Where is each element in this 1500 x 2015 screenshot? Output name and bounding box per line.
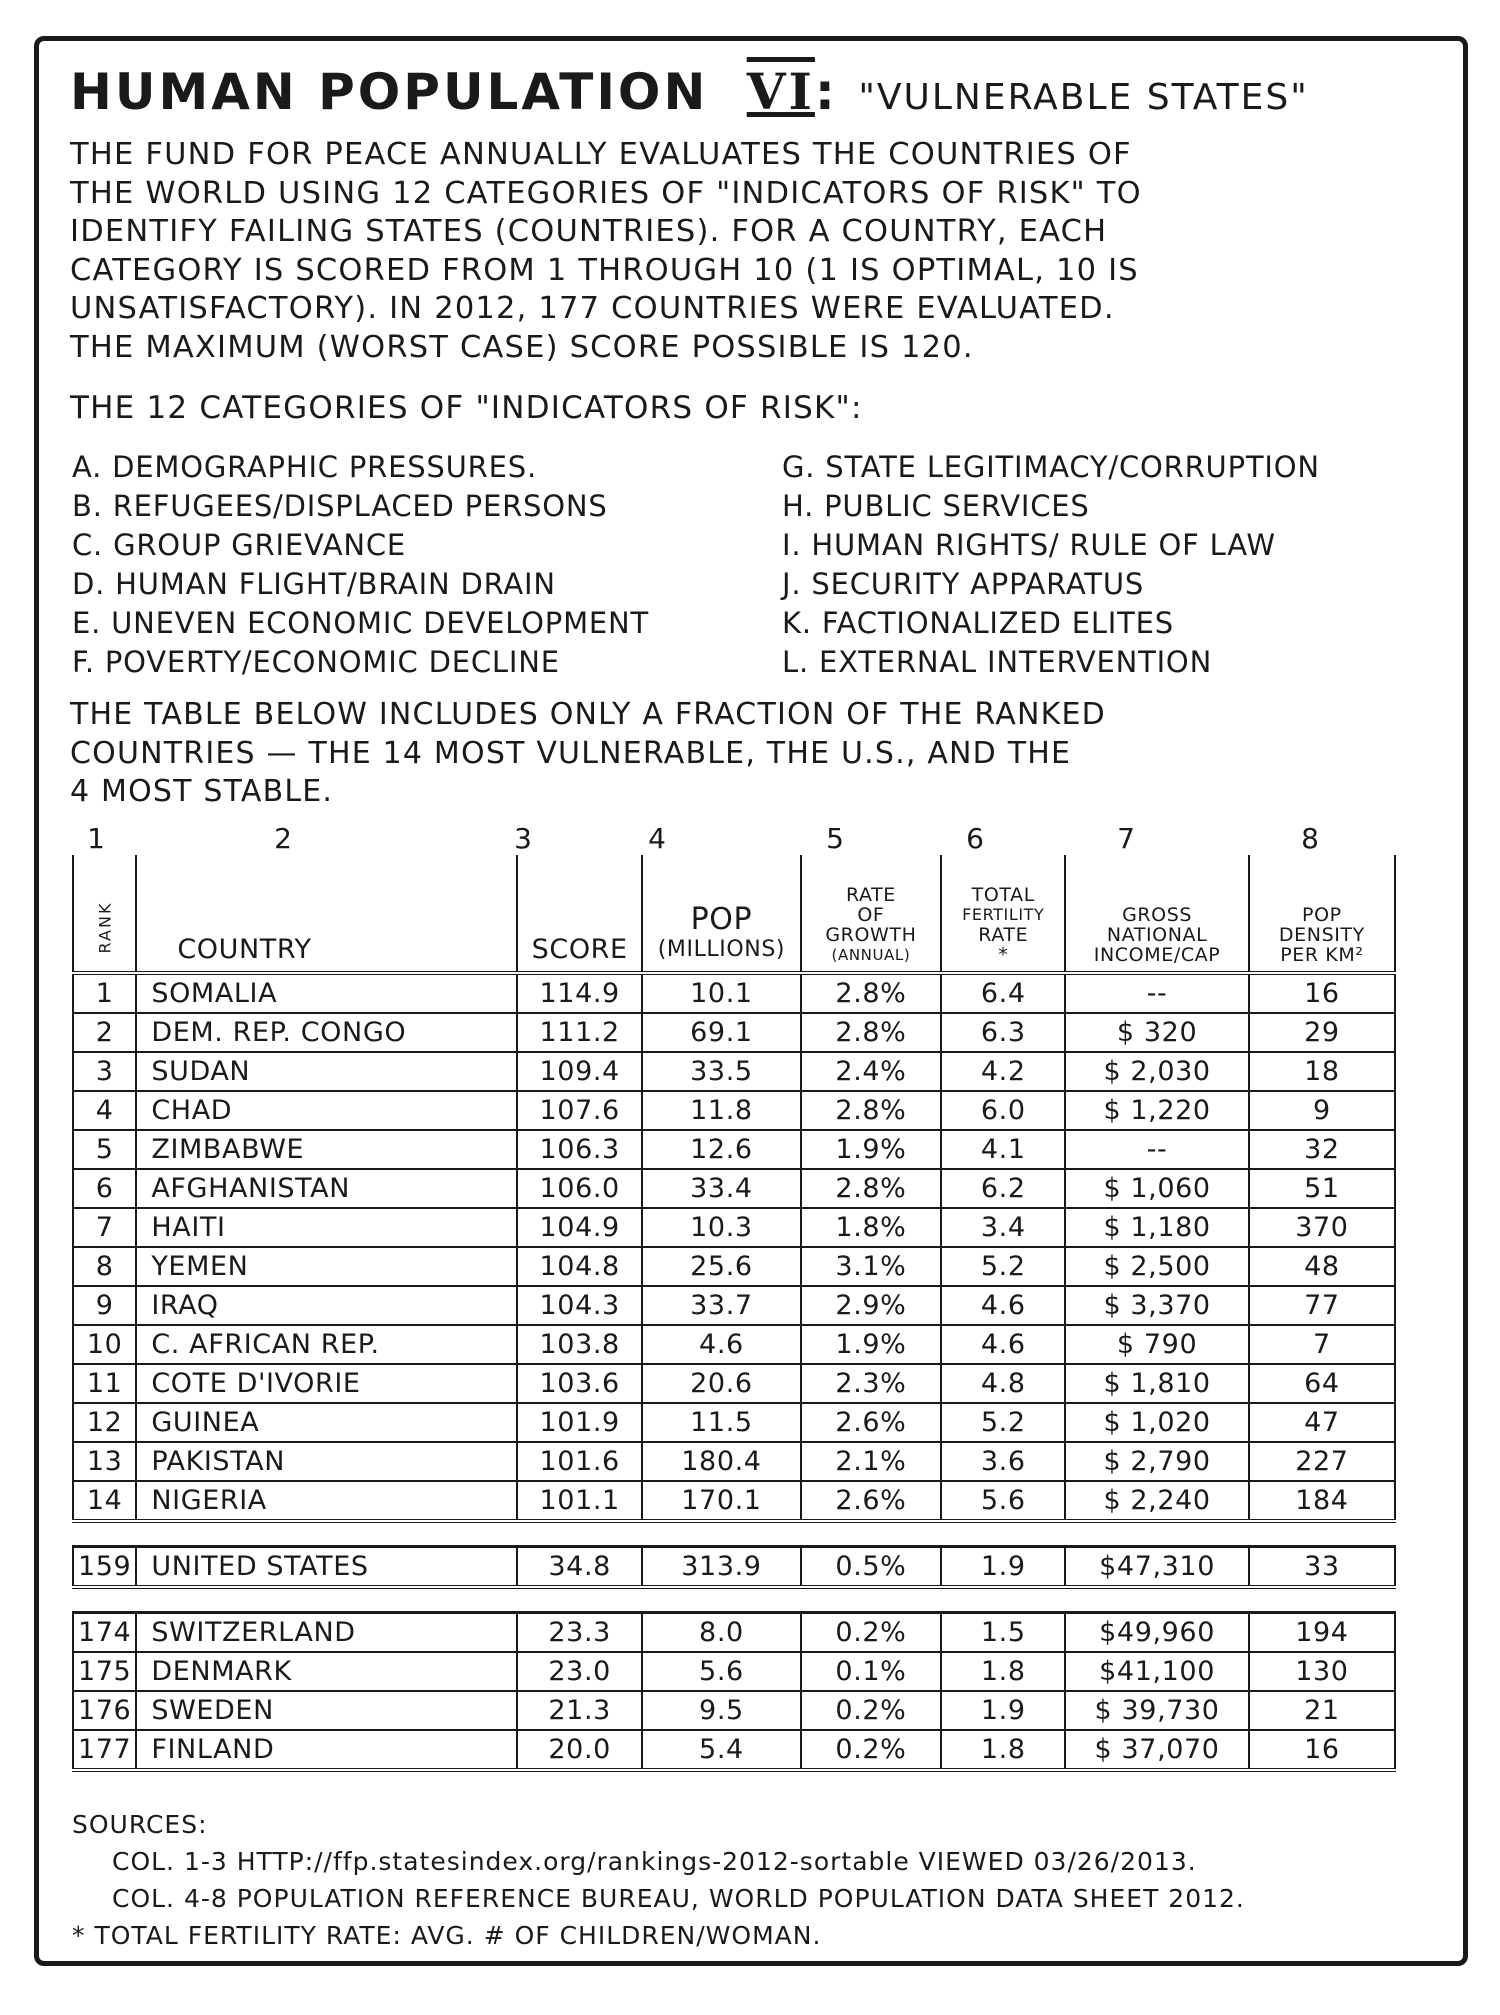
cell-pop: 33.4 (642, 1169, 801, 1208)
cell-rank: 175 (73, 1652, 136, 1691)
category-item: F. POVERTY/ECONOMIC DECLINE (72, 645, 560, 679)
cell-pop: 8.0 (642, 1613, 801, 1653)
cell-rank: 12 (73, 1403, 136, 1442)
table-row (73, 1130, 1395, 1169)
cell-density: 16 (1249, 1730, 1395, 1770)
table-row (73, 1325, 1395, 1364)
cell-density: 47 (1249, 1403, 1395, 1442)
cell-rank: 159 (73, 1547, 136, 1588)
category-item: A. DEMOGRAPHIC PRESSURES. (72, 450, 537, 484)
cell-country: NIGERIA (136, 1481, 517, 1521)
cell-score: 111.2 (517, 1013, 642, 1052)
cell-score: 104.8 (517, 1247, 642, 1286)
column-number: 1 (87, 822, 105, 855)
table-row (73, 1052, 1395, 1091)
cell-density: 370 (1249, 1208, 1395, 1247)
table-header-row (73, 855, 1395, 973)
cell-pop: 11.5 (642, 1403, 801, 1442)
table-row (73, 1286, 1395, 1325)
cell-pop: 313.9 (642, 1547, 801, 1588)
cell-income: $ 1,810 (1065, 1364, 1248, 1403)
category-item: B. REFUGEES/DISPLACED PERSONS (72, 489, 608, 523)
cell-rank: 5 (73, 1130, 136, 1169)
cell-country: UNITED STATES (136, 1547, 517, 1588)
table-row (73, 1442, 1395, 1481)
column-number: 2 (274, 822, 292, 855)
cell-score: 20.0 (517, 1730, 642, 1770)
cell-pop: 33.5 (642, 1052, 801, 1091)
cell-density: 130 (1249, 1652, 1395, 1691)
cell-country: SOMALIA (136, 973, 517, 1013)
cell-rank: 1 (73, 973, 136, 1013)
cell-rank: 2 (73, 1013, 136, 1052)
cell-income: $ 39,730 (1065, 1691, 1248, 1730)
cell-density: 16 (1249, 973, 1395, 1013)
table-gap (73, 1521, 1395, 1547)
cell-rank: 174 (73, 1613, 136, 1653)
header-density: POP DENSITY PER KM² (1249, 855, 1395, 973)
cell-fertility: 5.6 (941, 1481, 1065, 1521)
category-item: J. SECURITY APPARATUS (782, 567, 1145, 601)
cell-fertility: 4.6 (941, 1286, 1065, 1325)
category-item: D. HUMAN FLIGHT/BRAIN DRAIN (72, 567, 556, 601)
cell-pop: 33.7 (642, 1286, 801, 1325)
cell-density: 227 (1249, 1442, 1395, 1481)
header-pop-top: POP (690, 902, 753, 937)
cell-score: 101.6 (517, 1442, 642, 1481)
cell-income: -- (1065, 1130, 1248, 1169)
cell-country: DEM. REP. CONGO (136, 1013, 517, 1052)
header-growth: RATE OF GROWTH (ANNUAL) (801, 855, 942, 973)
cell-pop: 69.1 (642, 1013, 801, 1052)
cell-income: $ 1,180 (1065, 1208, 1248, 1247)
cell-growth: 2.6% (801, 1481, 942, 1521)
cell-rank: 13 (73, 1442, 136, 1481)
cell-score: 104.9 (517, 1208, 642, 1247)
cell-score: 101.9 (517, 1403, 642, 1442)
table-row (73, 1403, 1395, 1442)
cell-growth: 2.6% (801, 1403, 942, 1442)
cell-density: 21 (1249, 1691, 1395, 1730)
cell-score: 23.0 (517, 1652, 642, 1691)
intro-line: UNSATISFACTORY). IN 2012, 177 COUNTRIES WERE EVALUATED. (70, 291, 1115, 326)
category-item: I. HUMAN RIGHTS/ RULE OF LAW (782, 528, 1276, 562)
header-fertility: TOTAL FERTILITY RATE * (941, 855, 1065, 973)
column-number: 5 (826, 822, 844, 855)
intro-line: CATEGORY IS SCORED FROM 1 THROUGH 10 (1 IS OPTIMAL, 10 IS (70, 252, 1139, 288)
cell-rank: 176 (73, 1691, 136, 1730)
cell-growth: 1.8% (801, 1208, 942, 1247)
cell-density: 64 (1249, 1364, 1395, 1403)
cell-score: 103.8 (517, 1325, 642, 1364)
cell-country: AFGHANISTAN (136, 1169, 517, 1208)
cell-growth: 2.8% (801, 1091, 942, 1130)
cell-fertility: 1.5 (941, 1613, 1065, 1653)
cell-income: $ 1,060 (1065, 1169, 1248, 1208)
cell-income: $ 2,240 (1065, 1481, 1248, 1521)
table-note (70, 696, 1440, 812)
table-row (73, 1247, 1395, 1286)
cell-density: 33 (1249, 1547, 1395, 1588)
title-subtitle: "VULNERABLE STATES" (858, 77, 1309, 118)
cell-growth: 2.1% (801, 1442, 942, 1481)
column-number: 8 (1301, 822, 1319, 855)
cell-rank: 177 (73, 1730, 136, 1770)
cell-growth: 2.8% (801, 1013, 942, 1052)
cell-pop: 180.4 (642, 1442, 801, 1481)
cell-income: $ 37,070 (1065, 1730, 1248, 1770)
cell-fertility: 1.8 (941, 1730, 1065, 1770)
cell-fertility: 5.2 (941, 1403, 1065, 1442)
category-item: L. EXTERNAL INTERVENTION (782, 645, 1213, 679)
table-gap (73, 1587, 1395, 1613)
note-line: COUNTRIES — THE 14 MOST VULNERABLE, THE U.S., AND THE (70, 735, 1072, 771)
note-line: THE TABLE BELOW INCLUDES ONLY A FRACTION OF THE RANKED (70, 697, 1106, 732)
cell-rank: 14 (73, 1481, 136, 1521)
header-score: SCORE (517, 855, 642, 973)
cell-income: $49,960 (1065, 1613, 1248, 1653)
cell-density: 18 (1249, 1052, 1395, 1091)
cell-income: $47,310 (1065, 1547, 1248, 1588)
cell-country: SUDAN (136, 1052, 517, 1091)
cell-pop: 11.8 (642, 1091, 801, 1130)
cell-score: 106.3 (517, 1130, 642, 1169)
cell-income: $ 2,790 (1065, 1442, 1248, 1481)
cell-rank: 4 (73, 1091, 136, 1130)
cell-income: $ 2,500 (1065, 1247, 1248, 1286)
cell-rank: 7 (73, 1208, 136, 1247)
cell-growth: 0.2% (801, 1691, 942, 1730)
cell-country: DENMARK (136, 1652, 517, 1691)
categories-left-list (72, 448, 649, 682)
column-number: 3 (514, 822, 532, 855)
cell-pop: 12.6 (642, 1130, 801, 1169)
table-row (73, 973, 1395, 1013)
cell-rank: 6 (73, 1169, 136, 1208)
cell-fertility: 5.2 (941, 1247, 1065, 1286)
intro-line: IDENTIFY FAILING STATES (COUNTRIES). FOR A COUNTRY, EACH (70, 214, 1108, 249)
sources-heading: SOURCES: (72, 1810, 208, 1839)
cell-score: 34.8 (517, 1547, 642, 1588)
cell-growth: 2.8% (801, 973, 942, 1013)
cell-country: CHAD (136, 1091, 517, 1130)
cell-country: C. AFRICAN REP. (136, 1325, 517, 1364)
table-row (73, 1013, 1395, 1052)
source-line: COL. 1-3 HTTP://ffp.statesindex.org/rankings-2012-sortable VIEWED 03/26/2013. (112, 1847, 1197, 1876)
category-item: G. STATE LEGITIMACY/CORRUPTION (782, 450, 1320, 484)
cell-fertility: 3.6 (941, 1442, 1065, 1481)
cell-country: ZIMBABWE (136, 1130, 517, 1169)
cell-country: SWITZERLAND (136, 1613, 517, 1653)
cell-income: $ 2,030 (1065, 1052, 1248, 1091)
cell-fertility: 4.1 (941, 1130, 1065, 1169)
page-title (70, 62, 1309, 121)
cell-score: 109.4 (517, 1052, 642, 1091)
cell-fertility: 1.8 (941, 1652, 1065, 1691)
vulnerable-states-table (72, 855, 1396, 1772)
cell-fertility: 4.2 (941, 1052, 1065, 1091)
cell-income: $ 320 (1065, 1013, 1248, 1052)
cell-growth: 0.2% (801, 1730, 942, 1770)
cell-score: 103.6 (517, 1364, 642, 1403)
intro-line: THE WORLD USING 12 CATEGORIES OF "INDICATORS OF RISK" TO (70, 175, 1142, 211)
cell-country: HAITI (136, 1208, 517, 1247)
source-line: COL. 4-8 POPULATION REFERENCE BUREAU, WORLD POPULATION DATA SHEET 2012. (112, 1884, 1245, 1913)
cell-fertility: 6.3 (941, 1013, 1065, 1052)
cell-rank: 11 (73, 1364, 136, 1403)
cell-growth: 3.1% (801, 1247, 942, 1286)
footnote: * TOTAL FERTILITY RATE: AVG. # OF CHILDREN/WOMAN. (72, 1921, 822, 1950)
cell-fertility: 6.2 (941, 1169, 1065, 1208)
header-rank: RANK (73, 855, 136, 973)
cell-income: $ 790 (1065, 1325, 1248, 1364)
cell-fertility: 1.9 (941, 1691, 1065, 1730)
cell-pop: 25.6 (642, 1247, 801, 1286)
cell-density: 77 (1249, 1286, 1395, 1325)
table-row-us (73, 1547, 1395, 1588)
categories-heading: THE 12 CATEGORIES OF "INDICATORS OF RISK": (70, 390, 863, 426)
cell-fertility: 6.0 (941, 1091, 1065, 1130)
cell-fertility: 6.4 (941, 973, 1065, 1013)
cell-density: 51 (1249, 1169, 1395, 1208)
cell-density: 32 (1249, 1130, 1395, 1169)
table-row (73, 1730, 1395, 1770)
cell-rank: 3 (73, 1052, 136, 1091)
cell-rank: 8 (73, 1247, 136, 1286)
column-number: 6 (966, 822, 984, 855)
cell-density: 9 (1249, 1091, 1395, 1130)
cell-score: 104.3 (517, 1286, 642, 1325)
cell-growth: 0.1% (801, 1652, 942, 1691)
cell-fertility: 4.8 (941, 1364, 1065, 1403)
cell-country: COTE D'IVORIE (136, 1364, 517, 1403)
cell-score: 21.3 (517, 1691, 642, 1730)
header-pop (642, 855, 801, 973)
cell-score: 107.6 (517, 1091, 642, 1130)
header-country: COUNTRY (136, 855, 517, 973)
table-row (73, 1691, 1395, 1730)
table-row (73, 1091, 1395, 1130)
cell-income: $41,100 (1065, 1652, 1248, 1691)
cell-growth: 2.9% (801, 1286, 942, 1325)
cell-country: IRAQ (136, 1286, 517, 1325)
cell-rank: 10 (73, 1325, 136, 1364)
intro-paragraph (70, 136, 1430, 367)
cell-pop: 10.3 (642, 1208, 801, 1247)
intro-line: THE MAXIMUM (WORST CASE) SCORE POSSIBLE IS 120. (70, 329, 974, 365)
sources-section (72, 1806, 1245, 1954)
cell-density: 184 (1249, 1481, 1395, 1521)
cell-fertility: 3.4 (941, 1208, 1065, 1247)
cell-pop: 9.5 (642, 1691, 801, 1730)
cell-income: -- (1065, 973, 1248, 1013)
cell-pop: 5.4 (642, 1730, 801, 1770)
cell-growth: 2.4% (801, 1052, 942, 1091)
cell-country: PAKISTAN (136, 1442, 517, 1481)
cell-country: GUINEA (136, 1403, 517, 1442)
cell-country: SWEDEN (136, 1691, 517, 1730)
cell-score: 23.3 (517, 1613, 642, 1653)
cell-country: FINLAND (136, 1730, 517, 1770)
cell-growth: 2.3% (801, 1364, 942, 1403)
column-number: 4 (648, 822, 666, 855)
category-item: K. FACTIONALIZED ELITES (782, 606, 1175, 640)
cell-growth: 0.2% (801, 1613, 942, 1653)
header-pop-bottom: (MILLIONS) (657, 937, 786, 962)
category-item: H. PUBLIC SERVICES (782, 489, 1090, 523)
note-line: 4 MOST STABLE. (70, 774, 334, 809)
table-row (73, 1169, 1395, 1208)
table-row (73, 1364, 1395, 1403)
cell-growth: 2.8% (801, 1169, 942, 1208)
cell-pop: 170.1 (642, 1481, 801, 1521)
cell-density: 29 (1249, 1013, 1395, 1052)
column-number: 7 (1117, 822, 1135, 855)
category-item: E. UNEVEN ECONOMIC DEVELOPMENT (72, 606, 650, 640)
cell-fertility: 1.9 (941, 1547, 1065, 1588)
title-numeral: VI (746, 62, 815, 121)
cell-country: YEMEN (136, 1247, 517, 1286)
table-row (73, 1652, 1395, 1691)
cell-score: 106.0 (517, 1169, 642, 1208)
header-income: GROSS NATIONAL INCOME/CAP (1065, 855, 1248, 973)
cell-pop: 20.6 (642, 1364, 801, 1403)
cell-income: $ 3,370 (1065, 1286, 1248, 1325)
cell-fertility: 4.6 (941, 1325, 1065, 1364)
table-row (73, 1613, 1395, 1653)
categories-right-list (782, 448, 1320, 682)
cell-density: 194 (1249, 1613, 1395, 1653)
cell-growth: 1.9% (801, 1130, 942, 1169)
title-colon: : (814, 63, 838, 121)
intro-line: THE FUND FOR PEACE ANNUALLY EVALUATES THE COUNTRIES OF (70, 137, 1132, 172)
cell-income: $ 1,220 (1065, 1091, 1248, 1130)
cell-growth: 1.9% (801, 1325, 942, 1364)
table-row (73, 1208, 1395, 1247)
cell-density: 48 (1249, 1247, 1395, 1286)
title-main: HUMAN POPULATION (70, 63, 709, 121)
cell-growth: 0.5% (801, 1547, 942, 1588)
cell-pop: 5.6 (642, 1652, 801, 1691)
cell-pop: 4.6 (642, 1325, 801, 1364)
cell-income: $ 1,020 (1065, 1403, 1248, 1442)
cell-density: 7 (1249, 1325, 1395, 1364)
cell-pop: 10.1 (642, 973, 801, 1013)
cell-score: 101.1 (517, 1481, 642, 1521)
cell-score: 114.9 (517, 973, 642, 1013)
table-row (73, 1481, 1395, 1521)
category-item: C. GROUP GRIEVANCE (72, 528, 407, 562)
cell-rank: 9 (73, 1286, 136, 1325)
